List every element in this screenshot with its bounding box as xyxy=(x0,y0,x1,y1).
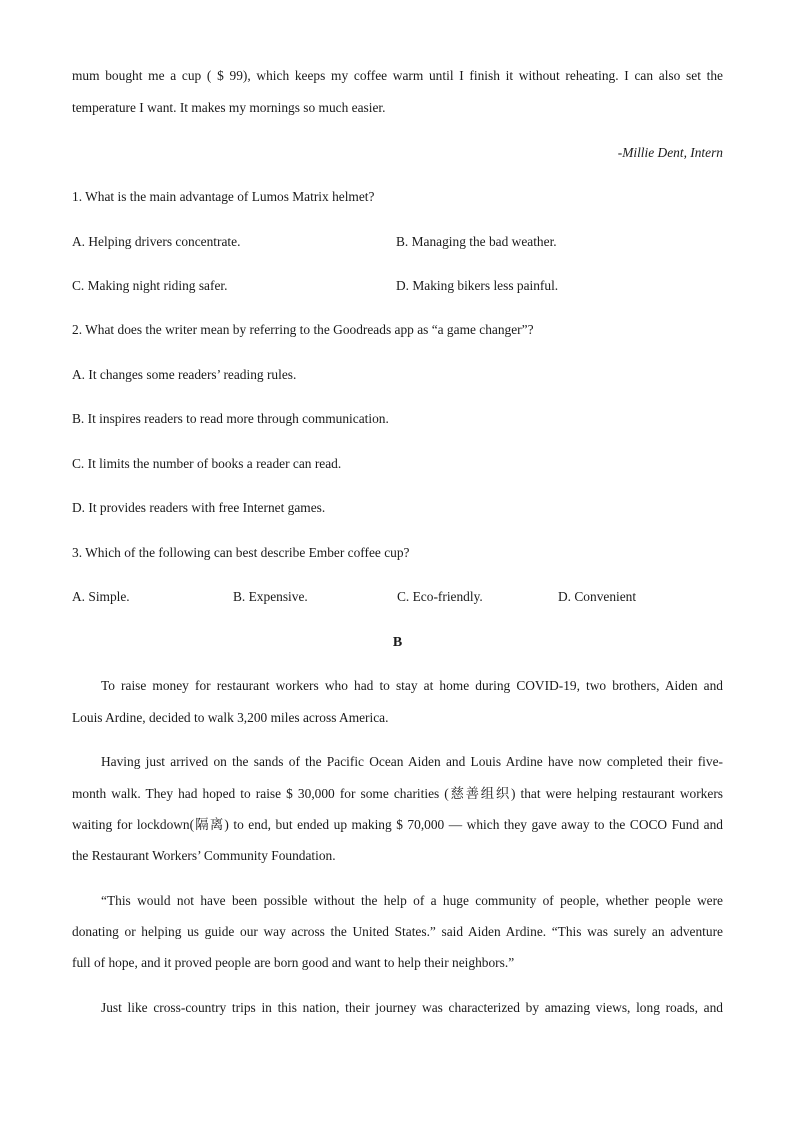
question-1-option-b: B. Managing the bad weather. xyxy=(396,234,557,249)
question-2-option-c: C. It limits the number of books a reader can read. xyxy=(72,456,342,471)
question-2-option-a: A. It changes some readers’ reading rules. xyxy=(72,367,297,382)
question-1-option-d: D. Making bikers less painful. xyxy=(396,278,559,293)
section-b-p2-line-4: the Restaurant Workers’ Community Foundation. xyxy=(72,848,336,863)
question-3-option-c: C. Eco-friendly. xyxy=(397,589,483,604)
section-b-heading: B xyxy=(392,635,403,650)
passage-a-line-2: temperature I want. It makes my mornings so much easier. xyxy=(72,100,386,115)
question-2-option-b: B. It inspires readers to read more through communication. xyxy=(72,411,389,426)
section-b-p3-line-1: “This would not have been possible without the help of a huge community of people, whether people were xyxy=(101,893,723,908)
passage-a-signature: -Millie Dent, Intern xyxy=(617,145,723,160)
section-b-p2-line-2: month walk. They had hoped to raise $ 30,000 for some charities (慈善组织) that were helping restaurant workers xyxy=(72,786,723,801)
question-3-stem: 3. Which of the following can best describe Ember coffee cup? xyxy=(72,545,410,560)
passage-a-line-1: mum bought me a cup ( $ 99), which keeps my coffee warm until I finish it without reheating. I can also set the xyxy=(72,68,723,83)
question-1-option-c: C. Making night riding safer. xyxy=(72,278,228,293)
section-b-p1-line-2: Louis Ardine, decided to walk 3,200 miles across America. xyxy=(72,710,389,725)
section-b-p2-line-3: waiting for lockdown(隔离) to end, but ended up making $ 70,000 — which they gave away to the COCO Fund and xyxy=(72,817,723,832)
question-2-stem: 2. What does the writer mean by referring to the Goodreads app as “a game changer”? xyxy=(72,322,534,337)
section-b-p3-line-2: donating or helping us guide our way across the United States.” said Aiden Ardine. “This was surely an adventure xyxy=(72,924,723,939)
section-b-p4-line-1: Just like cross-country trips in this nation, their journey was characterized by amazing views, long roads, and xyxy=(101,1000,723,1015)
section-b-p3-line-3: full of hope, and it proved people are born good and want to help their neighbors.” xyxy=(72,955,515,970)
question-2-option-d: D. It provides readers with free Internet games. xyxy=(72,500,326,515)
section-b-p2-line-1: Having just arrived on the sands of the Pacific Ocean Aiden and Louis Ardine have now completed their five- xyxy=(101,754,723,769)
question-3-option-b: B. Expensive. xyxy=(233,589,308,604)
question-1-option-a: A. Helping drivers concentrate. xyxy=(72,234,241,249)
question-1-stem: 1. What is the main advantage of Lumos Matrix helmet? xyxy=(72,189,375,204)
question-3-option-a: A. Simple. xyxy=(72,589,130,604)
question-3-option-d: D. Convenient xyxy=(558,589,637,604)
section-b-p1-line-1: To raise money for restaurant workers who had to stay at home during COVID-19, two brothers, Aiden and xyxy=(101,678,723,693)
